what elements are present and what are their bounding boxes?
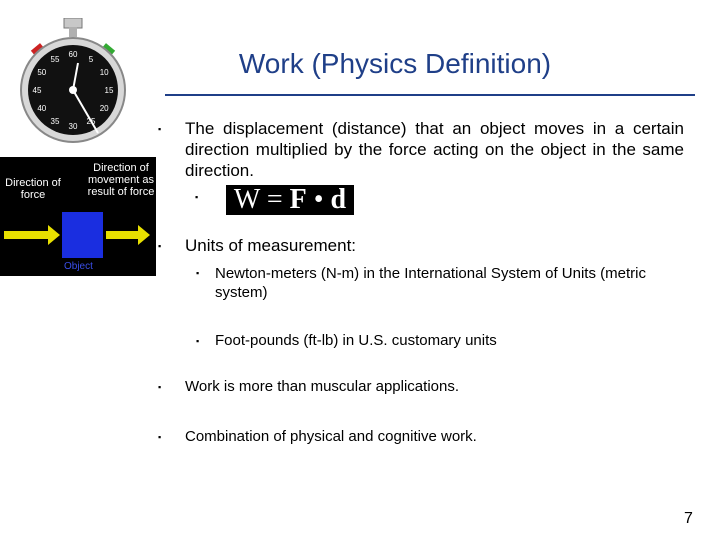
stopwatch-dial-number: 25	[86, 117, 96, 127]
bullet-marker: ▪	[158, 241, 162, 251]
title-divider	[165, 94, 695, 96]
sub-bullet-newton-meters: Newton-meters (N-m) in the International System of Units (metric system)	[215, 265, 646, 301]
work-formula: W = F • d	[226, 185, 354, 215]
force-arrow	[4, 225, 60, 245]
bullet-text-cognitive: Combination of physical and cognitive work.	[185, 428, 477, 445]
stopwatch-dial-number: 45	[32, 86, 42, 95]
object-box	[62, 212, 103, 258]
stopwatch-dial-number: 30	[68, 122, 78, 131]
bullet-text-definition: The displacement (distance) that an object moves in a certain direction multiplied by the force acting on the object in the same direction.	[185, 119, 684, 180]
bullet-marker: ▪	[158, 432, 162, 442]
stopwatch-dial-number: 60	[68, 50, 78, 59]
bullet-marker: ▪	[195, 192, 199, 202]
bullet-marker: ▪	[158, 124, 162, 134]
force-diagram	[0, 157, 156, 276]
stopwatch-dial-number: 20	[99, 104, 109, 113]
slide-title: Work (Physics Definition)	[238, 48, 552, 79]
movement-arrow	[106, 225, 150, 245]
stopwatch-dial-number: 55	[50, 54, 60, 64]
stopwatch-icon	[18, 18, 128, 148]
stopwatch-dial-number: 10	[99, 68, 109, 77]
stopwatch-dial-number: 50	[37, 68, 47, 77]
bullet-text-units: Units of measurement:	[185, 236, 357, 255]
direction-of-force-label: Direction of force	[5, 177, 61, 201]
sub-bullet-foot-pounds: Foot-pounds (ft-lb) in U.S. customary units	[215, 332, 497, 349]
page-number: 7	[684, 510, 693, 527]
object-label: Object	[64, 261, 93, 272]
direction-of-movement-label: Direction of movement as result of force	[87, 162, 155, 198]
sub-bullet-marker: ▪	[196, 336, 200, 346]
bullet-text-muscular: Work is more than muscular applications.	[185, 378, 459, 395]
sub-bullet-marker: ▪	[196, 268, 200, 278]
stopwatch-dial-number: 5	[88, 54, 94, 64]
stopwatch-dial-number: 35	[50, 117, 60, 127]
stopwatch-dial-number: 40	[37, 104, 47, 113]
bullet-marker: ▪	[158, 382, 162, 392]
stopwatch-dial-number: 15	[104, 86, 114, 95]
